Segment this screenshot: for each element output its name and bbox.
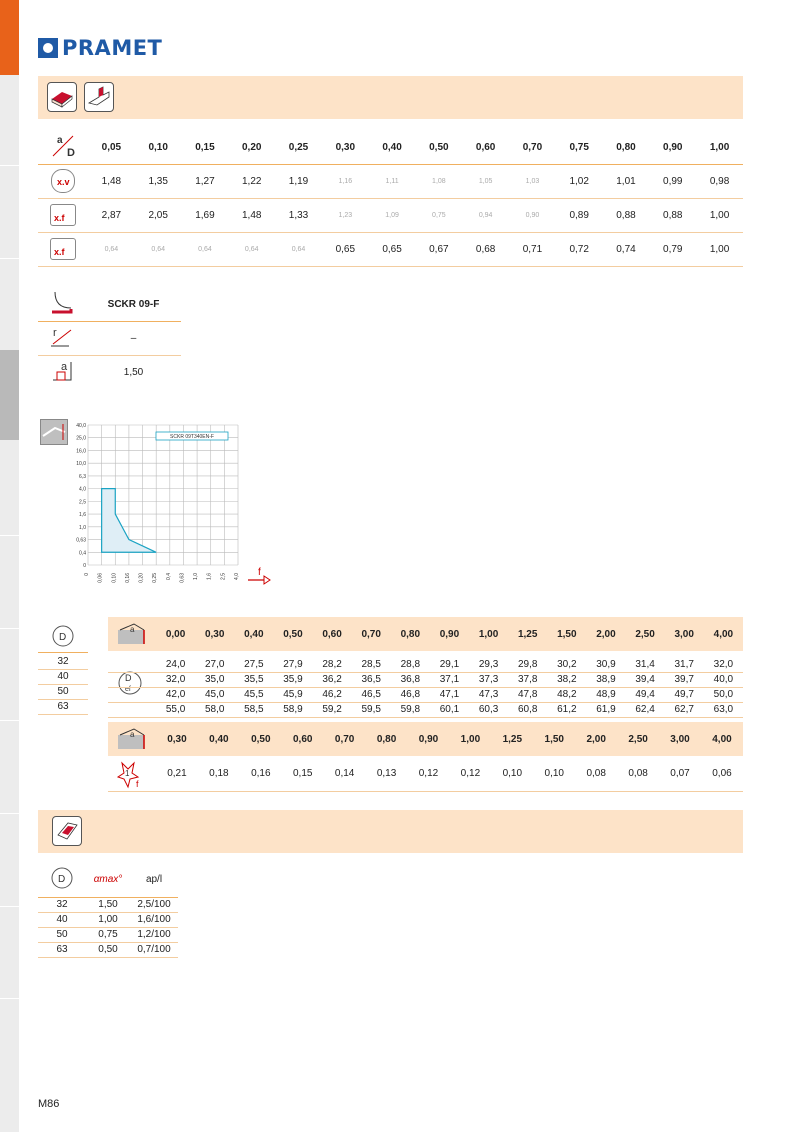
- table-cell: 0,90: [525, 211, 540, 219]
- table-cell: 48,9: [596, 689, 616, 700]
- x-tick-label: 2,5: [220, 573, 227, 580]
- table-cell: 49,4: [635, 689, 655, 700]
- table-cell: 1,08: [432, 177, 446, 185]
- column-header: 0,30: [204, 628, 225, 640]
- table-cell: 39,7: [674, 674, 694, 685]
- side-divider: [0, 165, 19, 166]
- svg-text:r: r: [53, 326, 57, 339]
- x-tick-label: 0,16: [124, 573, 131, 583]
- column-header: 0,50: [251, 733, 271, 745]
- effective-diameter-table: [108, 617, 743, 718]
- blank-cell: [108, 687, 156, 702]
- table-cell: 0,10: [502, 767, 523, 779]
- table-cell: 36,5: [361, 674, 381, 685]
- column-header: 0,50: [283, 628, 303, 640]
- column-header: 2,00: [586, 733, 606, 745]
- corner-radius-icon: [38, 321, 86, 355]
- column-header: 0,30: [335, 142, 356, 154]
- y-tick-label: 0,4: [79, 550, 86, 557]
- table-cell: 1,09: [385, 211, 399, 219]
- x-tick-label: 0,10: [111, 573, 118, 583]
- y-tick-label: 16,0: [76, 448, 86, 455]
- table-cell: 0,68: [475, 243, 496, 255]
- table-cell: 32,0: [713, 658, 734, 670]
- side-tab-section[interactable]: [0, 350, 19, 440]
- table-cell: 55,0: [165, 704, 186, 715]
- ap-per-l-header: ap/l: [145, 873, 163, 885]
- table-cell: 0,88: [663, 209, 683, 221]
- table-cell: 0,64: [198, 245, 212, 253]
- table-cell: 0,64: [151, 245, 165, 253]
- ap-depth-icon: [108, 617, 156, 651]
- table-cell: 1,48: [242, 209, 262, 221]
- column-header: 2,50: [628, 733, 648, 745]
- table-row: [38, 321, 181, 355]
- table-cell: 60,3: [478, 704, 499, 715]
- svg-text:a: a: [130, 729, 135, 739]
- table-cell: 1,05: [478, 177, 493, 185]
- column-header: 1,25: [502, 733, 523, 745]
- blank-cell: [108, 756, 156, 790]
- table-cell: 0,13: [376, 767, 397, 779]
- table-cell: 1,33: [288, 209, 309, 221]
- table-cell: 39,4: [635, 674, 655, 685]
- table-header-row: [108, 617, 743, 651]
- x-tick-label: 0,4: [165, 573, 172, 580]
- diameter-value: 63: [57, 701, 69, 712]
- max-feed-table: [108, 722, 743, 790]
- table-cell: 45,5: [244, 689, 264, 700]
- table-cell: 0,64: [291, 245, 306, 253]
- table-cell: 49,7: [674, 689, 694, 700]
- column-header: 0,80: [376, 733, 397, 745]
- table-cell: 0,74: [616, 243, 636, 255]
- table-cell: 30,2: [557, 658, 577, 670]
- table-cell: 27,5: [244, 658, 264, 670]
- column-header: 2,00: [596, 628, 616, 640]
- table-cell: 60,8: [517, 704, 538, 715]
- column-header: 0,05: [101, 142, 122, 154]
- table-cell: 1,6/100: [137, 914, 171, 925]
- table-cell: 32,0: [165, 674, 186, 685]
- table-cell: 2,05: [148, 209, 168, 221]
- insert-geometry-table: [38, 288, 181, 389]
- table-cell: 0,16: [251, 767, 271, 779]
- x-tick-label: 4,0: [234, 573, 240, 580]
- table-row: [38, 654, 88, 669]
- x-tick-label: 0,06: [97, 573, 104, 583]
- page-number: M86: [38, 1098, 60, 1110]
- x-tick-label: 0,20: [138, 573, 145, 583]
- column-header: 0,40: [382, 142, 402, 154]
- blank-cell: [108, 672, 156, 687]
- x-tick-label: 1,6: [206, 573, 213, 580]
- column-header: 3,00: [674, 628, 694, 640]
- table-cell: 28,2: [322, 658, 342, 670]
- column-header: 3,00: [670, 733, 690, 745]
- table-cell: 29,3: [478, 658, 499, 670]
- table-cell: 0,15: [292, 767, 313, 779]
- table-cell: 60,1: [439, 704, 460, 715]
- table-row: [38, 669, 88, 684]
- table-cell: 1,11: [385, 177, 399, 185]
- table-cell: 0,08: [628, 767, 648, 779]
- svg-text:D: D: [58, 873, 66, 885]
- table-cell: 1,00: [709, 209, 730, 221]
- table-cell: 46,8: [400, 689, 421, 700]
- side-divider: [0, 258, 19, 259]
- table-cell: 0,99: [663, 175, 683, 187]
- table-cell: 59,8: [400, 704, 421, 715]
- table-cell: 0,06: [712, 767, 732, 779]
- side-navigation: [0, 0, 19, 1132]
- table-cell: 28,5: [361, 658, 381, 670]
- table-header-row: [38, 288, 181, 321]
- table-cell: 0,64: [104, 245, 119, 253]
- table-cell: 32: [56, 899, 68, 910]
- svg-text:f: f: [136, 779, 139, 789]
- table-cell: 0,89: [569, 209, 589, 221]
- table-row: [38, 164, 743, 198]
- diameter-value: 40: [57, 671, 69, 682]
- table-cell: 1,19: [288, 175, 309, 187]
- ramping-icon: [52, 816, 82, 846]
- y-tick-label: 6,3: [79, 473, 86, 480]
- legend-label: SCKR 09T340EN-F: [170, 434, 214, 440]
- table-row: [38, 699, 88, 714]
- table-cell: 63: [56, 944, 68, 955]
- table-cell: 37,3: [478, 674, 499, 685]
- column-header: 0,70: [522, 142, 543, 154]
- ramping-table: [38, 862, 178, 958]
- table-row: [108, 672, 743, 687]
- side-divider: [0, 906, 19, 907]
- table-row: [108, 756, 743, 790]
- y-tick-label: 4,0: [79, 486, 86, 493]
- y-tick-label: 10,0: [76, 461, 86, 468]
- table-cell: 0,50: [98, 944, 118, 955]
- svg-text:a: a: [57, 135, 63, 147]
- table-cell: 38,9: [596, 674, 616, 685]
- table-cell: 36,2: [322, 674, 342, 685]
- x-tick-label: 0,25: [152, 573, 159, 583]
- ae-d-ratio-icon: [38, 132, 88, 164]
- table-cell: 46,2: [322, 689, 342, 700]
- table-cell: 29,1: [439, 658, 460, 670]
- feed-factor-icon-alt: x.f: [38, 232, 88, 266]
- table-cell: 2,87: [101, 209, 122, 221]
- column-header: 0,90: [439, 628, 460, 640]
- svg-text:D: D: [67, 147, 75, 160]
- table-cell: 1,48: [101, 175, 122, 187]
- table-cell: 63,0: [713, 704, 734, 715]
- table-row: [38, 897, 178, 912]
- corner-radius-value: –: [130, 332, 137, 344]
- table-cell: 36,8: [400, 674, 421, 685]
- x-tick-label: 0,63: [179, 573, 186, 583]
- table-cell: 45,9: [283, 689, 303, 700]
- table-cell: 37,8: [517, 674, 538, 685]
- table-cell: 35,9: [283, 674, 303, 685]
- table-cell: 24,0: [165, 658, 186, 670]
- feed-arrow-head: [264, 576, 270, 584]
- side-divider: [0, 998, 19, 999]
- table-cell: 1,03: [525, 177, 540, 185]
- table-cell: 0,12: [460, 767, 481, 779]
- table-cell: 1,00: [98, 914, 118, 925]
- diameter-value: 50: [57, 686, 69, 697]
- svg-text:D: D: [125, 673, 132, 683]
- column-header: 0,25: [288, 142, 309, 154]
- table-cell: 47,3: [478, 689, 499, 700]
- insert-corner-icon: [38, 288, 86, 321]
- table-cell: 1,23: [338, 211, 353, 219]
- table-cell: 62,4: [635, 704, 655, 715]
- y-tick-label: 25,0: [76, 435, 86, 442]
- table-cell: 28,8: [400, 658, 421, 670]
- column-header: 1,00: [460, 733, 481, 745]
- blank-cell: [108, 657, 156, 672]
- x-tick-label: 1,0: [193, 573, 200, 580]
- svg-text:a: a: [130, 624, 135, 634]
- table-cell: 0,7/100: [137, 944, 171, 955]
- side-tab-active[interactable]: [0, 0, 19, 75]
- feed-depth-chart: [38, 415, 288, 590]
- feed-factor-icon: x.f: [38, 198, 88, 232]
- table-cell: 0,88: [616, 209, 636, 221]
- column-header: 1,25: [517, 628, 538, 640]
- column-header: 0,90: [418, 733, 439, 745]
- table-cell: 1,69: [195, 209, 215, 221]
- table-cell: 0,18: [209, 767, 229, 779]
- svg-text:a: a: [61, 360, 68, 373]
- column-header: 0,80: [400, 628, 421, 640]
- side-divider: [0, 720, 19, 721]
- table-row: [108, 702, 743, 717]
- table-cell: 59,5: [361, 704, 381, 715]
- blank-cell: [108, 702, 156, 717]
- alpha-max-header: αmax°: [93, 873, 123, 885]
- table-cell: 61,2: [557, 704, 577, 715]
- pramet-logo: [38, 36, 162, 60]
- table-cell: 58,0: [204, 704, 225, 715]
- table-cell: 47,1: [439, 689, 460, 700]
- table-cell: 27,9: [283, 658, 303, 670]
- svg-text:ef: ef: [125, 686, 131, 693]
- column-header: 0,70: [334, 733, 355, 745]
- table-cell: 31,7: [674, 658, 694, 670]
- table-cell: 0,14: [334, 767, 355, 779]
- chamfer-icon: [38, 355, 86, 389]
- diameter-column-icon: [38, 862, 86, 897]
- column-header: 0,75: [569, 142, 589, 154]
- section-banner-milling: [38, 76, 743, 119]
- table-cell: 1,2/100: [137, 929, 171, 940]
- table-cell: 1,27: [195, 175, 215, 187]
- column-header: 0,40: [244, 628, 264, 640]
- table-cell: 0,21: [167, 767, 187, 779]
- column-header: 4,00: [713, 628, 734, 640]
- chamfer-value: 1,50: [123, 366, 144, 378]
- table-cell: 1,50: [98, 899, 118, 910]
- table-cell: 47,8: [517, 689, 538, 700]
- table-cell: 35,0: [204, 674, 225, 685]
- table-cell: 48,2: [557, 689, 577, 700]
- column-header: 0,60: [322, 628, 342, 640]
- side-divider: [0, 628, 19, 629]
- diameter-list: [38, 654, 88, 715]
- x-axis-label: f: [258, 567, 261, 578]
- column-header: 0,30: [167, 733, 187, 745]
- table-cell: 35,5: [244, 674, 264, 685]
- table-row: [108, 687, 743, 702]
- x-tick-label: 0: [84, 573, 90, 576]
- section-banner-ramping: [38, 810, 743, 853]
- table-cell: 2,5/100: [137, 899, 171, 910]
- table-header-row: [38, 862, 178, 897]
- table-cell: 59,2: [322, 704, 342, 715]
- table-cell: 29,8: [517, 658, 538, 670]
- column-header: 1,50: [557, 628, 577, 640]
- table-cell: 0,10: [544, 767, 564, 779]
- face-milling-icon: [47, 82, 77, 112]
- y-tick-label: 0,63: [76, 537, 86, 544]
- table-cell: 40: [56, 914, 68, 925]
- table-cell: 50,0: [713, 689, 734, 700]
- y-tick-label: 40,0: [76, 423, 86, 429]
- table-cell: 38,2: [557, 674, 577, 685]
- column-header: 0,00: [165, 628, 186, 640]
- insert-code: SCKR 09-F: [107, 298, 160, 310]
- table-cell: 40,0: [713, 674, 734, 685]
- table-row: [108, 657, 743, 672]
- column-header: 0,80: [616, 142, 636, 154]
- column-header: 0,20: [242, 142, 262, 154]
- svg-text:1: 1: [125, 769, 130, 778]
- column-header: 0,10: [148, 142, 168, 154]
- table-cell: 0,72: [569, 243, 589, 255]
- column-header: 0,60: [475, 142, 496, 154]
- table-header-row: [38, 132, 743, 164]
- table-cell: 50: [56, 929, 68, 940]
- table-cell: 0,75: [98, 929, 118, 940]
- table-cell: 30,9: [596, 658, 616, 670]
- column-header: 2,50: [635, 628, 655, 640]
- table-cell: 0,94: [478, 211, 493, 219]
- table-cell: 46,5: [361, 689, 381, 700]
- svg-text:D: D: [59, 632, 67, 643]
- table-cell: 58,9: [283, 704, 303, 715]
- table-row: [38, 942, 178, 957]
- shoulder-milling-icon: [84, 82, 114, 112]
- table-cell: 0,65: [382, 243, 402, 255]
- table-header-row: [108, 722, 743, 756]
- column-header: 1,00: [478, 628, 499, 640]
- table-cell: 45,0: [204, 689, 225, 700]
- table-cell: 0,71: [522, 243, 543, 255]
- y-tick-label: 0: [83, 563, 86, 569]
- y-tick-label: 1,0: [79, 524, 86, 531]
- column-header: 0,70: [361, 628, 381, 640]
- table-cell: 0,67: [429, 243, 449, 255]
- table-row: [38, 232, 743, 266]
- diameter-value: 32: [57, 655, 69, 667]
- table-cell: 0,64: [244, 245, 259, 253]
- table-row: [38, 912, 178, 927]
- table-cell: 0,07: [670, 767, 690, 779]
- brand-name: PRAMET: [62, 36, 163, 60]
- ap-depth-icon: [108, 722, 156, 756]
- column-header: 0,40: [209, 733, 229, 745]
- table-cell: 1,35: [148, 175, 168, 187]
- table-row: [38, 355, 181, 389]
- table-cell: 1,22: [242, 175, 262, 187]
- table-cell: 0,08: [586, 767, 606, 779]
- table-cell: 37,1: [439, 674, 460, 685]
- table-cell: 27,0: [204, 658, 225, 670]
- column-header: 0,50: [429, 142, 449, 154]
- table-row: [38, 198, 743, 232]
- y-tick-label: 2,5: [79, 499, 86, 506]
- table-cell: 1,02: [569, 175, 589, 187]
- table-cell: 1,16: [338, 177, 353, 185]
- table-cell: 0,65: [335, 243, 356, 255]
- table-cell: 61,9: [596, 704, 616, 715]
- table-cell: 62,7: [674, 704, 694, 715]
- table-cell: 1,01: [616, 175, 636, 187]
- column-header: 1,00: [709, 142, 730, 154]
- y-tick-label: 1,6: [79, 512, 86, 519]
- column-header: 0,15: [195, 142, 215, 154]
- table-row: [38, 684, 88, 699]
- column-header: 4,00: [712, 733, 732, 745]
- side-divider: [0, 535, 19, 536]
- chart-svg: [38, 415, 288, 590]
- column-header: 0,60: [292, 733, 313, 745]
- table-cell: 0,98: [709, 175, 730, 187]
- table-row: [38, 927, 178, 942]
- table-cell: 0,75: [432, 211, 446, 219]
- diameter-header-icon: [38, 620, 88, 653]
- pramet-logo-icon: [38, 38, 58, 58]
- column-header: 1,50: [544, 733, 564, 745]
- side-divider: [0, 813, 19, 814]
- table-cell: 31,4: [635, 658, 655, 670]
- correction-factor-table: [38, 132, 743, 267]
- table-cell: 58,5: [244, 704, 264, 715]
- table-cell: 1,00: [709, 243, 730, 255]
- speed-factor-icon: x.v: [38, 164, 88, 198]
- table-cell: 0,12: [418, 767, 439, 779]
- table-cell: 42,0: [165, 689, 186, 700]
- table-cell: 0,79: [663, 243, 683, 255]
- column-header: 0,90: [663, 142, 683, 154]
